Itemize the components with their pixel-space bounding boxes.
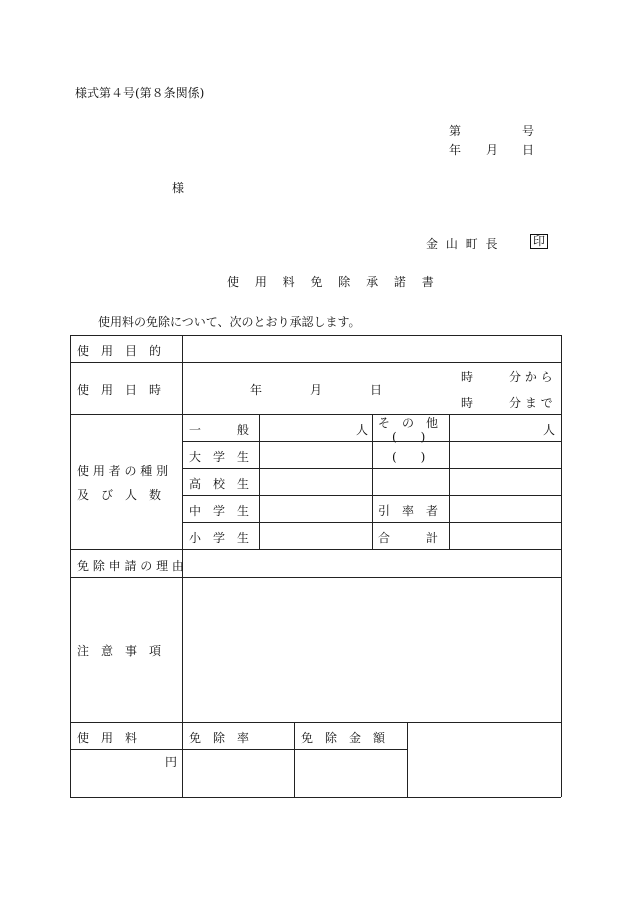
grid-line (70, 335, 71, 797)
exemption-rate-label: 免 除 率 (189, 731, 250, 745)
document-title: 使 用 料 免 除 承 諾 書 (227, 275, 440, 289)
grid-line (70, 335, 561, 336)
grid-line (407, 722, 408, 797)
dt-hour-end: 時 (461, 396, 474, 410)
addressee-suffix: 様 (172, 181, 185, 195)
users-label-line1: 使 用 者 の 種 別 (77, 464, 169, 478)
category-middle-school: 中 学 生 (189, 504, 250, 518)
grid-line (70, 414, 561, 415)
form-number: 様式第４号(第８条関係) (75, 86, 205, 100)
dt-hour-start: 時 (461, 370, 474, 384)
doc-number-prefix: 第 (449, 124, 462, 138)
category-university: 大 学 生 (189, 450, 250, 464)
datetime-label: 使 用 日 時 (77, 383, 162, 397)
doc-number-suffix: 号 (522, 124, 535, 138)
date-year: 年 (449, 143, 462, 157)
category-other-paren: ( ) (392, 430, 426, 444)
dt-minute-to: 分 ま で (509, 396, 553, 410)
intro-text: 使用料の免除について、次のとおり承認します。 (98, 315, 361, 329)
dt-day: 日 (370, 383, 383, 397)
date-month: 月 (486, 143, 499, 157)
grid-line (70, 362, 561, 363)
grid-line (561, 335, 562, 797)
grid-line (449, 414, 450, 549)
category-paren: ( ) (392, 450, 426, 464)
purpose-label: 使 用 目 的 (77, 344, 162, 358)
date-day: 日 (522, 143, 535, 157)
dt-minute-from: 分 か ら (509, 370, 553, 384)
category-high-school: 高 校 生 (189, 477, 250, 491)
grid-line (70, 797, 561, 798)
grid-line (70, 577, 561, 578)
seal-mark: 印 (530, 234, 548, 249)
unit-person: 人 (356, 423, 369, 437)
notes-label: 注 意 事 項 (77, 644, 162, 658)
issuer-name: 金 山 町 長 (426, 237, 500, 251)
fee-unit-yen: 円 (165, 755, 178, 769)
grid-line (70, 549, 561, 550)
fee-label: 使 用 料 (77, 731, 138, 745)
unit-person: 人 (543, 423, 556, 437)
dt-year: 年 (250, 383, 263, 397)
grid-line (70, 722, 561, 723)
grid-line (259, 414, 260, 549)
category-general: 一 般 (189, 423, 250, 437)
category-other: そ の 他 (378, 416, 439, 430)
category-elementary: 小 学 生 (189, 531, 250, 545)
reason-label: 免 除 申 請 の 理 由 (77, 559, 184, 573)
exemption-amount-label: 免 除 金 額 (301, 731, 386, 745)
official-seal (530, 234, 548, 249)
grid-line (70, 749, 407, 750)
dt-month: 月 (310, 383, 323, 397)
grid-line (294, 722, 295, 797)
grid-line (372, 414, 373, 549)
leader-label: 引 率 者 (378, 504, 439, 518)
total-label: 合 計 (378, 531, 439, 545)
users-label-line2: 及 び 人 数 (77, 488, 162, 502)
